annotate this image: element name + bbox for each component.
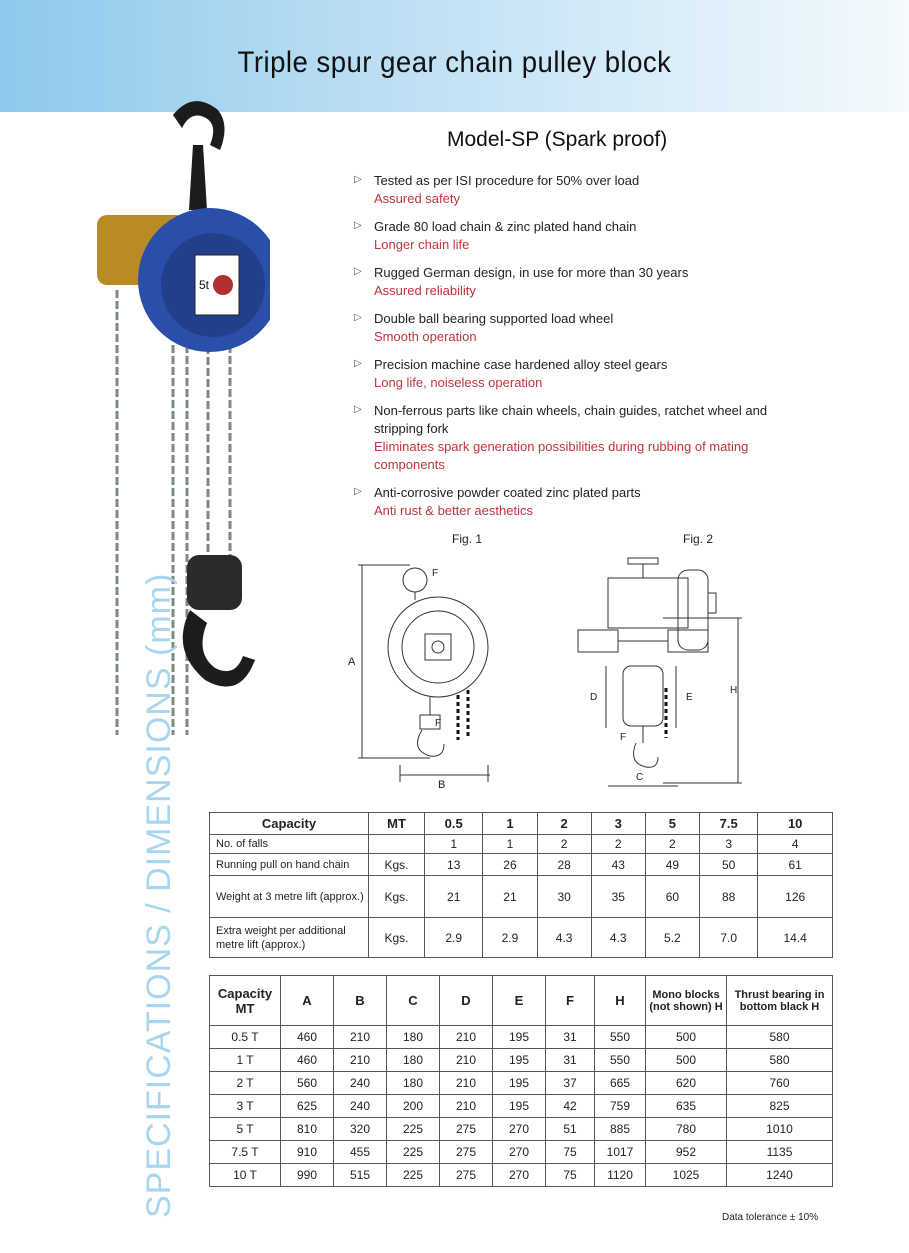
fig2-dim-e: E [686, 692, 693, 703]
table-cell: 195 [493, 1026, 546, 1049]
spec-table [209, 812, 833, 958]
table-cell: 0.5 T [210, 1026, 281, 1049]
table-cell: 28 [537, 854, 591, 876]
feature-list [354, 172, 774, 530]
table-cell: 2 T [210, 1072, 281, 1095]
table-cell: 195 [493, 1095, 546, 1118]
table-cell: 75 [546, 1164, 595, 1187]
table-cell: 760 [727, 1072, 833, 1095]
feature-benefit: Long life, noiseless operation [374, 375, 543, 390]
table-cell: 21 [483, 876, 537, 918]
table-cell: 2.9 [483, 918, 537, 958]
row-unit: Kgs. [369, 854, 425, 876]
dim-header-cell: H [595, 976, 646, 1026]
bullet-arrow-icon: ▷ [354, 312, 362, 323]
table-cell: 210 [440, 1049, 493, 1072]
table-cell: 14.4 [758, 918, 833, 958]
feature-text: Tested as per ISI procedure for 50% over load [374, 173, 640, 188]
spec-header-cell: 1 [483, 813, 537, 835]
fig2-dim-d: D [590, 692, 598, 703]
row-label: Running pull on hand chain [210, 854, 369, 876]
data-tolerance-note: Data tolerance ± 10% [722, 1212, 819, 1223]
dim-header-cell: A [281, 976, 334, 1026]
table-row [210, 876, 833, 918]
feature-item [354, 218, 774, 254]
table-cell: 225 [387, 1164, 440, 1187]
table-cell: 30 [537, 876, 591, 918]
feature-benefit: Assured reliability [374, 283, 476, 298]
table-cell: 210 [440, 1095, 493, 1118]
bullet-arrow-icon: ▷ [354, 358, 362, 369]
table-cell: 75 [546, 1141, 595, 1164]
table-cell: 31 [546, 1026, 595, 1049]
fig1-dim-f-top: F [432, 568, 439, 579]
bullet-arrow-icon: ▷ [354, 486, 362, 497]
table-cell: 275 [440, 1164, 493, 1187]
table-cell: 13 [425, 854, 483, 876]
feature-text: Non-ferrous parts like chain wheels, chain guides, ratchet wheel and stripping fork [374, 403, 768, 436]
feature-benefit: Longer chain life [374, 237, 470, 252]
feature-text: Precision machine case hardened alloy steel gears [374, 357, 668, 372]
table-cell: 810 [281, 1118, 334, 1141]
spec-header-cell: MT [369, 813, 425, 835]
table-cell: 2 [645, 835, 699, 854]
bullet-arrow-icon: ▷ [354, 404, 362, 415]
feature-item [354, 264, 774, 300]
dim-header-cell: Mono blocks (not shown) H [646, 976, 727, 1026]
fig2-dim-c: C [636, 772, 644, 783]
feature-item [354, 356, 774, 392]
table-cell: 270 [493, 1118, 546, 1141]
table-cell: 635 [646, 1095, 727, 1118]
table-cell: 885 [595, 1118, 646, 1141]
spec-header-cell: 5 [645, 813, 699, 835]
dim-header-cell: B [334, 976, 387, 1026]
table-cell: 210 [440, 1026, 493, 1049]
dim-header-cell: F [546, 976, 595, 1026]
dimensions-table [209, 975, 833, 1187]
feature-item [354, 310, 774, 346]
fig1-drawing [340, 550, 500, 790]
dim-header-row [210, 976, 833, 1026]
table-row [210, 1049, 833, 1072]
table-cell: 825 [727, 1095, 833, 1118]
table-cell: 275 [440, 1118, 493, 1141]
table-cell: 580 [727, 1026, 833, 1049]
table-cell: 225 [387, 1118, 440, 1141]
fig2-dim-h: H [730, 685, 738, 696]
table-cell: 2 [591, 835, 645, 854]
bullet-arrow-icon: ▷ [354, 174, 362, 185]
table-cell: 5 T [210, 1118, 281, 1141]
spec-header-cell: 2 [537, 813, 591, 835]
table-cell: 1025 [646, 1164, 727, 1187]
table-cell: 320 [334, 1118, 387, 1141]
table-cell: 50 [699, 854, 757, 876]
table-row [210, 1164, 833, 1187]
table-cell: 270 [493, 1141, 546, 1164]
table-cell: 2 [537, 835, 591, 854]
spec-header-cell: 3 [591, 813, 645, 835]
table-cell: 43 [591, 854, 645, 876]
table-cell: 759 [595, 1095, 646, 1118]
table-row [210, 1072, 833, 1095]
product-image [95, 95, 270, 735]
table-cell: 42 [546, 1095, 595, 1118]
table-cell: 460 [281, 1026, 334, 1049]
feature-benefit: Smooth operation [374, 329, 477, 344]
fig1-dim-f-bottom: F [435, 718, 442, 729]
table-cell: 1135 [727, 1141, 833, 1164]
dim-header-cell: D [440, 976, 493, 1026]
table-cell: 665 [595, 1072, 646, 1095]
dim-header-cell: C [387, 976, 440, 1026]
table-cell: 210 [440, 1072, 493, 1095]
table-cell: 780 [646, 1118, 727, 1141]
table-cell: 31 [546, 1049, 595, 1072]
table-cell: 550 [595, 1049, 646, 1072]
table-cell: 455 [334, 1141, 387, 1164]
table-cell: 3 [699, 835, 757, 854]
model-title: Model-SP (Spark proof) [447, 128, 668, 151]
table-cell: 88 [699, 876, 757, 918]
table-cell: 49 [645, 854, 699, 876]
table-cell: 1240 [727, 1164, 833, 1187]
row-label: No. of falls [210, 835, 369, 854]
table-row [210, 835, 833, 854]
row-unit: Kgs. [369, 918, 425, 958]
table-cell: 195 [493, 1049, 546, 1072]
table-row [210, 854, 833, 876]
table-cell: 460 [281, 1049, 334, 1072]
table-row [210, 1026, 833, 1049]
table-cell: 126 [758, 876, 833, 918]
fig1-label: Fig. 1 [452, 532, 483, 546]
feature-benefit: Eliminates spark generation possibilities during rubbing of mating components [374, 439, 749, 472]
table-cell: 200 [387, 1095, 440, 1118]
feature-item [354, 484, 774, 520]
table-cell: 180 [387, 1072, 440, 1095]
table-cell: 580 [727, 1049, 833, 1072]
table-cell: 61 [758, 854, 833, 876]
fig2-drawing [568, 548, 758, 793]
row-label: Extra weight per additional metre lift (approx.) [210, 918, 369, 958]
table-cell: 270 [493, 1164, 546, 1187]
table-cell: 4.3 [537, 918, 591, 958]
fig2-label: Fig. 2 [683, 532, 714, 546]
table-cell: 180 [387, 1049, 440, 1072]
row-unit [369, 835, 425, 854]
table-cell: 550 [595, 1026, 646, 1049]
page-title: Triple spur gear chain pulley block [237, 46, 672, 79]
table-cell: 210 [334, 1026, 387, 1049]
table-cell: 275 [440, 1141, 493, 1164]
table-cell: 195 [493, 1072, 546, 1095]
table-cell: 1 [483, 835, 537, 854]
bullet-arrow-icon: ▷ [354, 266, 362, 277]
table-cell: 560 [281, 1072, 334, 1095]
spec-header-cell: 10 [758, 813, 833, 835]
dim-header-cell: Capacity MT [210, 976, 281, 1026]
feature-text: Double ball bearing supported load wheel [374, 311, 614, 326]
table-cell: 990 [281, 1164, 334, 1187]
feature-text: Anti-corrosive powder coated zinc plated parts [374, 485, 641, 500]
table-cell: 500 [646, 1049, 727, 1072]
feature-benefit: Anti rust & better aesthetics [374, 503, 533, 518]
table-cell: 625 [281, 1095, 334, 1118]
table-cell: 7.0 [699, 918, 757, 958]
table-cell: 1 T [210, 1049, 281, 1072]
table-cell: 35 [591, 876, 645, 918]
table-cell: 910 [281, 1141, 334, 1164]
fig1-dim-b: B [438, 779, 446, 790]
table-cell: 1010 [727, 1118, 833, 1141]
feature-benefit: Assured safety [374, 191, 460, 206]
table-row [210, 1095, 833, 1118]
capacity-badge: 5t [199, 278, 210, 292]
table-cell: 1 [425, 835, 483, 854]
table-row [210, 918, 833, 958]
table-cell: 3 T [210, 1095, 281, 1118]
feature-item [354, 172, 774, 208]
table-cell: 4 [758, 835, 833, 854]
table-cell: 210 [334, 1049, 387, 1072]
table-cell: 515 [334, 1164, 387, 1187]
fig2-dim-f: F [620, 732, 627, 743]
table-cell: 21 [425, 876, 483, 918]
side-title: SPECIFICATIONS / DIMENSIONS (mm) [140, 572, 178, 1218]
row-label: Weight at 3 metre lift (approx.) [210, 876, 369, 918]
table-cell: 225 [387, 1141, 440, 1164]
table-cell: 1120 [595, 1164, 646, 1187]
table-cell: 500 [646, 1026, 727, 1049]
table-row [210, 1118, 833, 1141]
spec-header-cell: Capacity [210, 813, 369, 835]
table-cell: 620 [646, 1072, 727, 1095]
table-cell: 26 [483, 854, 537, 876]
dim-header-cell: Thrust bearing in bottom black H [727, 976, 833, 1026]
feature-text: Grade 80 load chain & zinc plated hand chain [374, 219, 637, 234]
table-cell: 240 [334, 1095, 387, 1118]
table-cell: 10 T [210, 1164, 281, 1187]
bullet-arrow-icon: ▷ [354, 220, 362, 231]
spec-header-cell: 0.5 [425, 813, 483, 835]
table-cell: 1017 [595, 1141, 646, 1164]
table-cell: 180 [387, 1026, 440, 1049]
fig1-dim-a: A [348, 656, 356, 668]
table-cell: 952 [646, 1141, 727, 1164]
table-cell: 7.5 T [210, 1141, 281, 1164]
feature-item [354, 402, 774, 474]
table-cell: 2.9 [425, 918, 483, 958]
table-cell: 4.3 [591, 918, 645, 958]
spec-header-row [210, 813, 833, 835]
table-cell: 60 [645, 876, 699, 918]
table-cell: 51 [546, 1118, 595, 1141]
spec-header-cell: 7.5 [699, 813, 757, 835]
dim-header-cell: E [493, 976, 546, 1026]
table-cell: 240 [334, 1072, 387, 1095]
table-cell: 5.2 [645, 918, 699, 958]
table-cell: 37 [546, 1072, 595, 1095]
table-row [210, 1141, 833, 1164]
feature-text: Rugged German design, in use for more than 30 years [374, 265, 689, 280]
row-unit: Kgs. [369, 876, 425, 918]
